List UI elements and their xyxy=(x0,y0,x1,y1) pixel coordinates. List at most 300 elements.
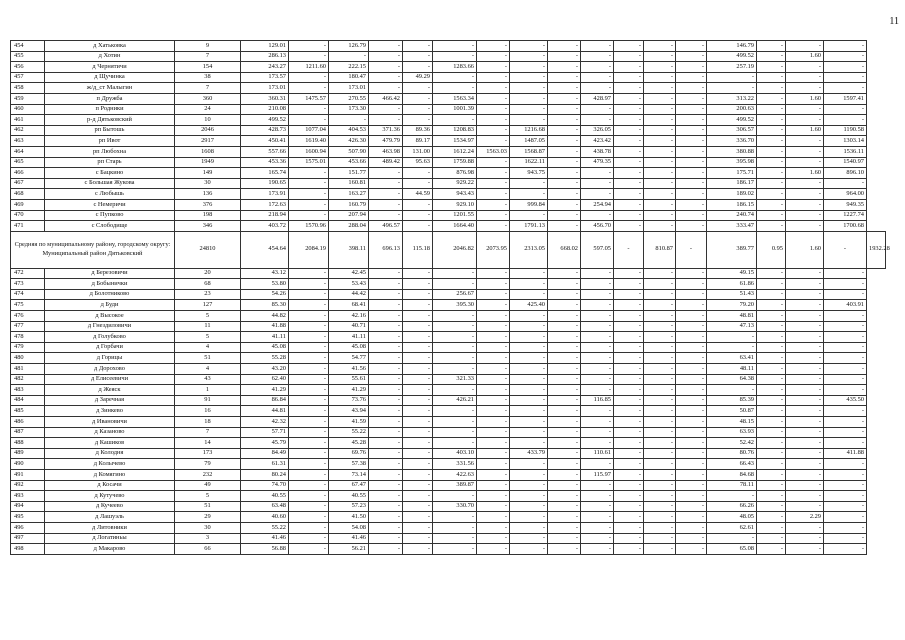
table-cell: 38 xyxy=(175,72,241,83)
table-cell: 43 xyxy=(175,374,241,385)
table-cell: - xyxy=(644,342,676,353)
row-number-cell: 487 xyxy=(11,427,45,438)
table-cell: - xyxy=(403,311,433,322)
table-cell: 403.72 xyxy=(241,221,289,232)
table-cell: 403.91 xyxy=(824,300,867,311)
table-cell: - xyxy=(824,491,867,502)
table-cell: - xyxy=(676,41,707,52)
table-cell: - xyxy=(548,469,581,480)
table-cell: 479.79 xyxy=(369,136,403,147)
table-cell: - xyxy=(757,374,786,385)
table-cell: - xyxy=(477,199,510,210)
table-cell: - xyxy=(403,268,433,279)
table-cell: 403.10 xyxy=(433,448,477,459)
row-number-cell: 464 xyxy=(11,146,45,157)
table-cell: - xyxy=(581,189,614,200)
row-number-cell: 480 xyxy=(11,353,45,364)
table-cell: 55.28 xyxy=(241,353,289,364)
table-cell: 173.57 xyxy=(241,72,289,83)
table-cell: - xyxy=(510,480,548,491)
table-cell: 190.65 xyxy=(241,178,289,189)
table-cell: - xyxy=(824,332,867,343)
table-cell: 64.38 xyxy=(707,374,757,385)
table-cell: 1001.39 xyxy=(433,104,477,115)
table-cell: - xyxy=(369,522,403,533)
table-cell: - xyxy=(289,469,329,480)
table-cell: - xyxy=(289,427,329,438)
table-cell: - xyxy=(757,72,786,83)
table-cell: - xyxy=(644,83,676,94)
table-cell: 454.64 xyxy=(241,231,289,268)
table-cell: 2046.82 xyxy=(433,231,477,268)
table-cell: 1.60 xyxy=(786,51,824,62)
table-cell: - xyxy=(614,374,644,385)
table-cell: - xyxy=(614,289,644,300)
table-cell: - xyxy=(676,342,707,353)
table-cell: - xyxy=(548,300,581,311)
table-cell: 54.08 xyxy=(329,522,369,533)
table-cell: - xyxy=(548,417,581,428)
settlement-name-cell: д Дорохово xyxy=(45,364,175,375)
table-cell: 62.61 xyxy=(707,522,757,533)
table-cell: 207.94 xyxy=(329,210,369,221)
table-cell: - xyxy=(369,321,403,332)
table-cell: 16 xyxy=(175,406,241,417)
table-cell: 186.15 xyxy=(707,199,757,210)
table-cell: 50.87 xyxy=(707,406,757,417)
table-cell: - xyxy=(824,512,867,523)
table-cell: - xyxy=(644,385,676,396)
table-cell: - xyxy=(369,459,403,470)
row-number-cell: 473 xyxy=(11,279,45,290)
table-cell: 4 xyxy=(175,342,241,353)
table-cell: - xyxy=(644,115,676,126)
table-cell: - xyxy=(477,104,510,115)
table-cell: 51.43 xyxy=(707,289,757,300)
table-cell: - xyxy=(477,125,510,136)
table-cell: - xyxy=(757,311,786,322)
table-cell: - xyxy=(614,210,644,221)
table-cell: - xyxy=(403,374,433,385)
table-cell: - xyxy=(369,342,403,353)
settlement-name-cell: с Слободище xyxy=(45,221,175,232)
table-cell: - xyxy=(786,533,824,544)
table-cell: - xyxy=(824,406,867,417)
table-cell: - xyxy=(510,417,548,428)
settlement-name-cell: д Кучеево xyxy=(45,501,175,512)
table-cell: 24810 xyxy=(175,231,241,268)
table-cell: - xyxy=(510,289,548,300)
table-cell: - xyxy=(477,417,510,428)
table-cell: - xyxy=(581,210,614,221)
table-cell: - xyxy=(329,115,369,126)
row-number-cell: 474 xyxy=(11,289,45,300)
table-cell: 333.47 xyxy=(707,221,757,232)
table-cell: - xyxy=(757,448,786,459)
table-cell: - xyxy=(786,178,824,189)
table-cell: 40.55 xyxy=(329,491,369,502)
table-cell: - xyxy=(510,427,548,438)
table-cell: 131.00 xyxy=(403,146,433,157)
table-cell: - xyxy=(824,469,867,480)
table-cell: 1608 xyxy=(175,146,241,157)
table-cell: 257.19 xyxy=(707,62,757,73)
table-cell: 999.84 xyxy=(510,199,548,210)
table-cell: - xyxy=(824,480,867,491)
table-cell: - xyxy=(786,289,824,300)
settlement-name-cell: рп Бытошь xyxy=(45,125,175,136)
table-row xyxy=(11,544,886,555)
table-cell: 371.36 xyxy=(369,125,403,136)
table-cell: 85.30 xyxy=(241,300,289,311)
table-cell: - xyxy=(548,199,581,210)
table-cell: - xyxy=(614,501,644,512)
table-row xyxy=(11,210,886,221)
table-cell: 30 xyxy=(175,522,241,533)
table-cell: - xyxy=(676,438,707,449)
table-cell: - xyxy=(676,146,707,157)
table-row xyxy=(11,353,886,364)
table-cell: - xyxy=(548,311,581,322)
table-cell: - xyxy=(786,279,824,290)
table-cell: 7 xyxy=(175,51,241,62)
table-cell: - xyxy=(510,544,548,555)
table-cell: - xyxy=(614,321,644,332)
table-cell: - xyxy=(403,512,433,523)
table-cell: - xyxy=(510,279,548,290)
settlement-name-cell: с Любышь xyxy=(45,189,175,200)
table-cell: 336.70 xyxy=(707,136,757,147)
table-cell: - xyxy=(786,189,824,200)
table-cell: - xyxy=(824,522,867,533)
table-cell: - xyxy=(676,189,707,200)
table-cell: - xyxy=(757,501,786,512)
table-cell: - xyxy=(369,385,403,396)
table-cell: - xyxy=(369,417,403,428)
table-cell: - xyxy=(644,374,676,385)
table-cell: 949.35 xyxy=(824,199,867,210)
table-cell: - xyxy=(289,311,329,322)
table-cell: - xyxy=(676,104,707,115)
table-cell: - xyxy=(548,406,581,417)
table-cell: - xyxy=(644,427,676,438)
table-cell: 40.55 xyxy=(241,491,289,502)
table-cell: - xyxy=(510,104,548,115)
table-cell: - xyxy=(676,300,707,311)
table-cell: - xyxy=(614,353,644,364)
table-cell: - xyxy=(403,469,433,480)
table-cell: 2313.05 xyxy=(510,231,548,268)
table-cell: - xyxy=(676,178,707,189)
row-number-cell: 493 xyxy=(11,491,45,502)
table-cell: - xyxy=(403,41,433,52)
table-row xyxy=(11,491,886,502)
table-row xyxy=(11,480,886,491)
settlement-name-cell: д Зинкево xyxy=(45,406,175,417)
table-cell: 389.87 xyxy=(433,480,477,491)
table-cell: - xyxy=(757,115,786,126)
table-cell: - xyxy=(676,72,707,83)
table-cell: - xyxy=(644,332,676,343)
table-cell: 2046 xyxy=(175,125,241,136)
table-cell: - xyxy=(824,289,867,300)
table-cell: - xyxy=(477,491,510,502)
table-cell: 45.79 xyxy=(241,438,289,449)
table-row xyxy=(11,427,886,438)
row-number-cell: 466 xyxy=(11,168,45,179)
table-cell: 3 xyxy=(175,533,241,544)
row-number-cell: 485 xyxy=(11,406,45,417)
settlement-name-cell: д Горбачи xyxy=(45,342,175,353)
table-cell: 507.90 xyxy=(329,146,369,157)
table-cell: - xyxy=(369,279,403,290)
settlement-name-cell: д Кашиков xyxy=(45,438,175,449)
table-cell: - xyxy=(824,438,867,449)
table-cell: - xyxy=(786,427,824,438)
table-cell: - xyxy=(644,289,676,300)
table-cell: - xyxy=(477,221,510,232)
table-cell: - xyxy=(548,72,581,83)
table-cell: 1536.11 xyxy=(824,146,867,157)
table-cell: 435.50 xyxy=(824,395,867,406)
settlement-name-cell: рп Старь xyxy=(45,157,175,168)
table-cell: - xyxy=(289,480,329,491)
table-cell: - xyxy=(369,268,403,279)
table-cell: - xyxy=(644,501,676,512)
table-cell: - xyxy=(369,178,403,189)
table-cell: 44.82 xyxy=(241,311,289,322)
table-cell: - xyxy=(548,168,581,179)
table-cell: 428.97 xyxy=(581,93,614,104)
table-cell: - xyxy=(581,83,614,94)
table-cell: - xyxy=(581,41,614,52)
row-number-cell: 483 xyxy=(11,385,45,396)
table-cell: - xyxy=(644,533,676,544)
table-cell: - xyxy=(477,512,510,523)
table-cell: - xyxy=(644,125,676,136)
table-cell: - xyxy=(614,459,644,470)
table-cell: - xyxy=(581,459,614,470)
table-cell: - xyxy=(786,374,824,385)
table-cell: - xyxy=(614,385,644,396)
table-cell: - xyxy=(289,268,329,279)
table-cell: 66.26 xyxy=(707,501,757,512)
table-row xyxy=(11,438,886,449)
table-cell: 173 xyxy=(175,448,241,459)
table-cell: 65.08 xyxy=(707,544,757,555)
table-cell: - xyxy=(644,512,676,523)
table-cell: - xyxy=(676,62,707,73)
table-cell: - xyxy=(477,115,510,126)
table-cell: - xyxy=(369,448,403,459)
table-cell: - xyxy=(403,83,433,94)
table-row xyxy=(11,469,886,480)
table-cell: - xyxy=(581,72,614,83)
table-cell: - xyxy=(289,332,329,343)
table-cell: - xyxy=(477,364,510,375)
row-number-cell: 458 xyxy=(11,83,45,94)
table-cell: - xyxy=(289,533,329,544)
table-cell: 1211.60 xyxy=(289,62,329,73)
table-cell: - xyxy=(403,178,433,189)
table-cell: - xyxy=(510,522,548,533)
table-cell: 173.01 xyxy=(241,83,289,94)
table-cell: - xyxy=(786,501,824,512)
table-cell: - xyxy=(477,136,510,147)
table-cell: - xyxy=(548,385,581,396)
table-cell: - xyxy=(433,279,477,290)
table-cell: 41.11 xyxy=(329,332,369,343)
table-cell: - xyxy=(824,533,867,544)
table-cell: - xyxy=(403,321,433,332)
table-cell: 2073.95 xyxy=(477,231,510,268)
table-cell: - xyxy=(433,406,477,417)
table-cell: 1077.04 xyxy=(289,125,329,136)
table-cell: - xyxy=(510,72,548,83)
settlement-name-cell: д Горицы xyxy=(45,353,175,364)
table-cell: - xyxy=(548,427,581,438)
table-cell: - xyxy=(369,491,403,502)
table-cell: 66.43 xyxy=(707,459,757,470)
table-cell: - xyxy=(289,353,329,364)
table-cell: 80.76 xyxy=(707,448,757,459)
table-row xyxy=(11,533,886,544)
table-cell: - xyxy=(644,300,676,311)
table-cell: 41.46 xyxy=(241,533,289,544)
table-cell: - xyxy=(644,459,676,470)
table-cell: 69.76 xyxy=(329,448,369,459)
table-cell: 42.32 xyxy=(241,417,289,428)
table-cell: - xyxy=(757,385,786,396)
table-cell: 43.20 xyxy=(241,364,289,375)
settlement-name-cell: с Немеричи xyxy=(45,199,175,210)
settlement-name-cell: д Логатиньы xyxy=(45,533,175,544)
table-cell: 73.76 xyxy=(329,395,369,406)
table-cell: - xyxy=(289,374,329,385)
table-cell: - xyxy=(824,178,867,189)
table-row xyxy=(11,146,886,157)
table-cell: - xyxy=(614,146,644,157)
table-cell: - xyxy=(403,533,433,544)
table-row xyxy=(11,93,886,104)
table-cell: - xyxy=(433,115,477,126)
table-cell: - xyxy=(757,544,786,555)
table-cell: - xyxy=(824,51,867,62)
table-cell: - xyxy=(289,83,329,94)
table-cell: 53.80 xyxy=(241,279,289,290)
table-cell: 66 xyxy=(175,544,241,555)
table-cell: - xyxy=(676,417,707,428)
table-cell: 1664.40 xyxy=(433,221,477,232)
table-cell: 1201.55 xyxy=(433,210,477,221)
table-cell: 810.87 xyxy=(644,231,676,268)
table-cell: - xyxy=(403,438,433,449)
settlement-name-cell: д Кутучево xyxy=(45,491,175,502)
table-cell: 49.29 xyxy=(403,72,433,83)
table-cell: - xyxy=(477,189,510,200)
table-cell: 63.48 xyxy=(241,501,289,512)
table-cell: - xyxy=(581,364,614,375)
table-cell: 151.77 xyxy=(329,168,369,179)
table-cell: - xyxy=(510,115,548,126)
table-cell: - xyxy=(477,374,510,385)
table-cell: - xyxy=(477,51,510,62)
table-cell: - xyxy=(644,199,676,210)
table-cell: - xyxy=(614,469,644,480)
table-cell: - xyxy=(433,512,477,523)
table-cell: - xyxy=(824,62,867,73)
table-cell: 288.04 xyxy=(329,221,369,232)
table-cell: - xyxy=(289,289,329,300)
table-cell: - xyxy=(824,231,867,268)
table-cell: 0.95 xyxy=(757,231,786,268)
table-cell: - xyxy=(369,332,403,343)
row-number-cell: 496 xyxy=(11,522,45,533)
settlement-name-cell: д Косачи xyxy=(45,480,175,491)
table-cell: - xyxy=(369,311,403,322)
table-cell: - xyxy=(369,199,403,210)
table-cell: 1 xyxy=(175,385,241,396)
table-cell: - xyxy=(614,364,644,375)
table-cell: - xyxy=(289,544,329,555)
table-cell: 240.74 xyxy=(707,210,757,221)
table-cell: - xyxy=(644,221,676,232)
table-cell: - xyxy=(369,364,403,375)
table-cell: - xyxy=(786,268,824,279)
table-cell: - xyxy=(707,491,757,502)
table-cell: - xyxy=(757,406,786,417)
table-cell: - xyxy=(581,406,614,417)
table-cell: - xyxy=(403,300,433,311)
table-cell: 41.11 xyxy=(241,332,289,343)
table-cell: 57.38 xyxy=(329,459,369,470)
table-cell: - xyxy=(369,62,403,73)
table-cell: - xyxy=(477,289,510,300)
table-cell: 55.61 xyxy=(329,374,369,385)
table-cell: - xyxy=(676,544,707,555)
table-cell: 68.41 xyxy=(329,300,369,311)
table-cell: - xyxy=(289,417,329,428)
row-number-cell: 481 xyxy=(11,364,45,375)
table-cell: - xyxy=(614,157,644,168)
table-cell: 395.98 xyxy=(707,157,757,168)
table-cell: - xyxy=(289,51,329,62)
table-cell: - xyxy=(548,136,581,147)
table-cell: - xyxy=(289,512,329,523)
table-cell: 964.00 xyxy=(824,189,867,200)
table-cell: - xyxy=(757,199,786,210)
table-cell: 1949 xyxy=(175,157,241,168)
table-cell: - xyxy=(757,104,786,115)
table-cell: - xyxy=(548,93,581,104)
table-row xyxy=(11,406,886,417)
table-cell: - xyxy=(477,268,510,279)
table-cell: - xyxy=(824,385,867,396)
table-cell: 73.14 xyxy=(329,469,369,480)
table-cell: - xyxy=(786,41,824,52)
table-cell: 44.81 xyxy=(241,406,289,417)
table-cell: - xyxy=(289,522,329,533)
table-cell: - xyxy=(644,210,676,221)
table-row xyxy=(11,136,886,147)
table-cell: 173.01 xyxy=(329,83,369,94)
table-cell: - xyxy=(824,417,867,428)
table-cell: - xyxy=(676,321,707,332)
table-cell: 1932.28 xyxy=(867,231,886,268)
table-cell: - xyxy=(510,332,548,343)
table-cell: 43.12 xyxy=(241,268,289,279)
table-cell: - xyxy=(824,364,867,375)
